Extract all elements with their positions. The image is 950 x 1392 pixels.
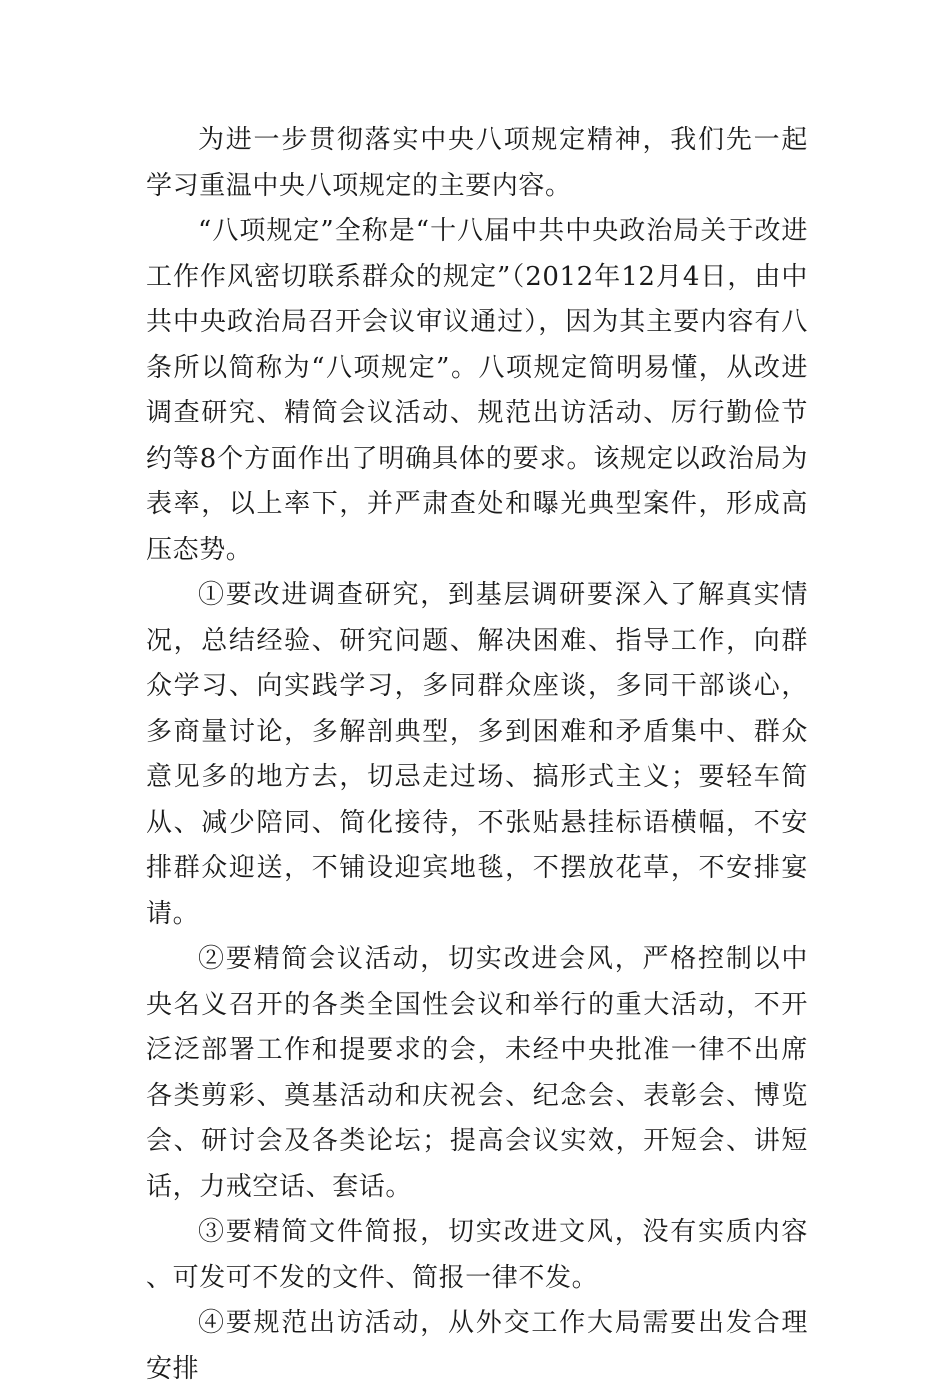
paragraph-item-1: ①要改进调查研究，到基层调研要深入了解真实情况，总结经验、研究问题、解决困难、指导工作，向群众学习、向实践学习，多同群众座谈，多同干部谈心，多商量讨论，多解剖典型，多到困难和矛盾集中、群众意见多的地方去，切忌走过场、搞形式主义；要轻车简从、减少陪同、简化接待，不张贴悬挂标语横幅，不安排群众迎送，不铺设迎宾地毯，不摆放花草，不安排宴请。 [146,580,808,929]
paragraph-item-4: ④要规范出访活动，从外交工作大局需要出发合理安排 [146,1308,808,1384]
document-body [146,118,808,1392]
paragraph-item-2: ②要精简会议活动，切实改进会风，严格控制以中央名义召开的各类全国性会议和举行的重大活动，不开泛泛部署工作和提要求的会，未经中央批准一律不出席各类剪彩、奠基活动和庆祝会、纪念会、表彰会、博览会、研讨会及各类论坛；提高会议实效，开短会、讲短话，力戒空话、套话。 [146,944,808,1202]
paragraph-intro: 为进一步贯彻落实中央八项规定精神，我们先一起学习重温中央八项规定的主要内容。 [146,125,808,201]
paragraph-item-3: ③要精简文件简报，切实改进文风，没有实质内容、可发可不发的文件、简报一律不发。 [146,1217,808,1293]
paragraph-definition: “八项规定”全称是“十八届中共中央政治局关于改进工作作风密切联系群众的规定”（2012年12月4日，由中共中央政治局召开会议审议通过），因为其主要内容有八条所以简称为“八项规定”。八项规定简明易懂，从改进调查研究、精简会议活动、规范出访活动、厉行勤俭节约等8个方面作出了明确具体的要求。该规定以政治局为表率，以上率下，并严肃查处和曝光典型案件，形成高压态势。 [146,216,808,565]
